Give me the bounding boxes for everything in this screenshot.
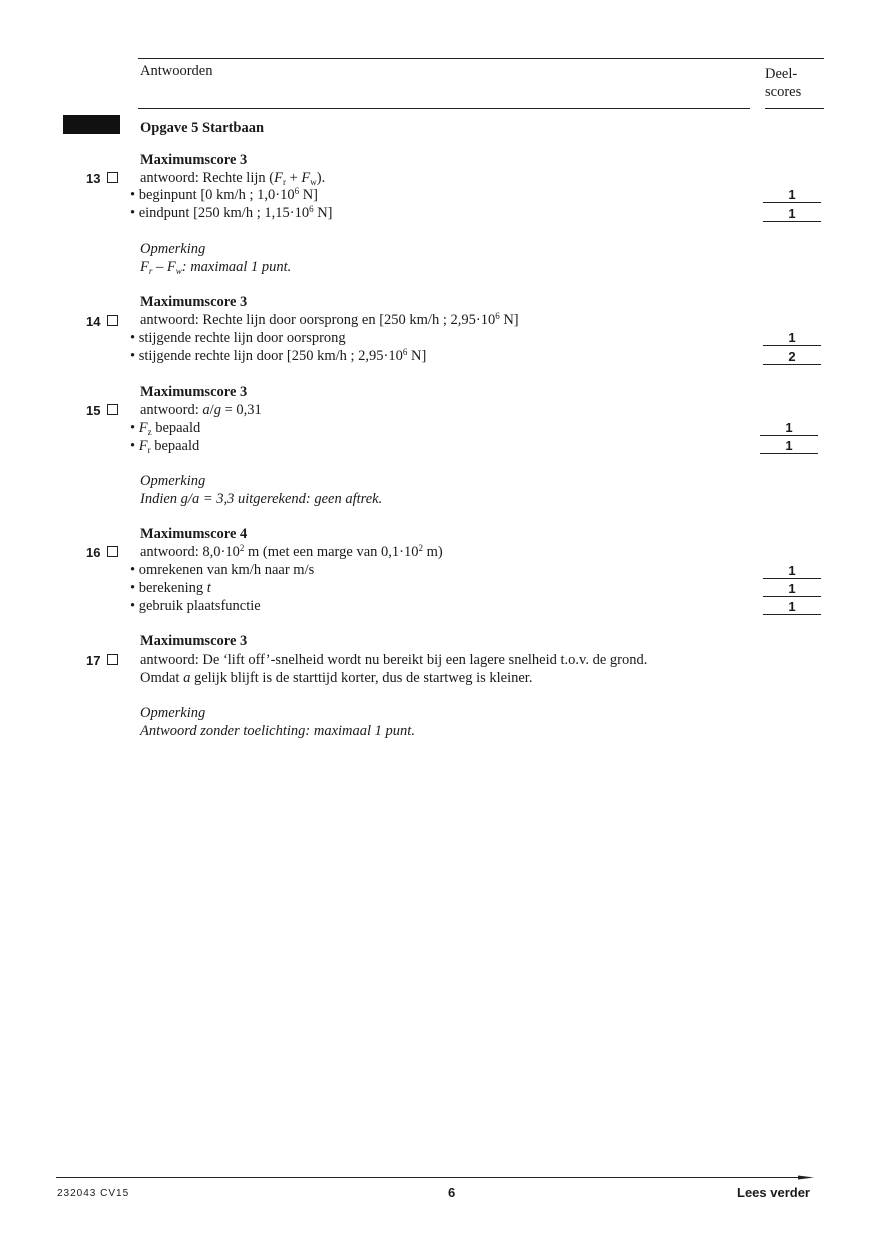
- q15-answer: antwoord: a/g = 0,31: [140, 402, 262, 418]
- q16-answer: antwoord: $8,0\cdot 10^2$ m (met een marge van $0,1\cdot 10^2$ m): [140, 543, 443, 560]
- q13-bullet-1: • beginpunt [0 km/h ; $1,0\cdot 10^6$ N]: [130, 186, 319, 203]
- section-marker-block: [63, 115, 120, 134]
- q15-remark-text: Indien g/a = 3,3 uitgerekend: geen aftrek.: [140, 491, 383, 507]
- q17-answer-line1: antwoord: De ‘lift off’-snelheid wordt nu bereikt bij een lagere snelheid t.o.v. de grond.: [140, 652, 648, 668]
- q17-remark-text: Antwoord zonder toelichting: maximaal 1 punt.: [140, 723, 415, 739]
- section-title: Opgave 5 Startbaan: [140, 120, 265, 136]
- q17-remark-title: Opmerking: [140, 705, 206, 721]
- q13-bullet-2: • eindpunt [250 km/h ; $1,15\cdot 10^6$ N]: [130, 204, 333, 221]
- q17-answer-line2: Omdat a gelijk blijft is de starttijd korter, dus de startweg is kleiner.: [140, 670, 533, 686]
- q16-score-1: 1: [763, 563, 821, 579]
- header-bottom-rule: [138, 108, 750, 109]
- q16-bullet-3: • gebruik plaatsfunctie: [130, 598, 261, 614]
- footer-rule: [56, 1177, 804, 1178]
- q17-number: 17: [86, 653, 118, 668]
- q15-score-1: 1: [760, 420, 818, 436]
- q14-answer: antwoord: Rechte lijn door oorsprong en [250 km/h ; $2,95\cdot 10^6$ N]: [140, 311, 519, 328]
- q14-number: 14: [86, 314, 118, 329]
- q13-score-1: 1: [763, 187, 821, 203]
- header-top-rule: [138, 58, 824, 59]
- deelscores-heading-line2: scores: [765, 84, 802, 100]
- page-number: 6: [448, 1185, 456, 1200]
- arrow-right-icon: [798, 1172, 814, 1183]
- deelscores-heading-line1: Deel-: [765, 66, 798, 82]
- q16-bullet-2: • berekening t: [130, 580, 211, 596]
- q16-score-2: 1: [763, 581, 821, 597]
- q13-number: 13: [86, 171, 118, 186]
- q15-number: 15: [86, 403, 118, 418]
- answers-heading: Antwoorden: [140, 63, 213, 79]
- checkbox-icon: [107, 546, 118, 557]
- q16-maxscore: Maximumscore 4: [140, 526, 248, 542]
- q15-bullet-1: • $F_z$ bepaald: [130, 420, 201, 437]
- q15-score-2: 1: [760, 438, 818, 454]
- deelscores-rule: [765, 108, 824, 109]
- q14-score-2: 2: [763, 349, 821, 365]
- q16-number: 16: [86, 545, 118, 560]
- checkbox-icon: [107, 172, 118, 183]
- q14-maxscore: Maximumscore 3: [140, 294, 248, 310]
- lees-verder-label: Lees verder: [737, 1185, 810, 1200]
- q14-bullet-1: • stijgende rechte lijn door oorsprong: [130, 330, 346, 346]
- q17-maxscore: Maximumscore 3: [140, 633, 248, 649]
- checkbox-icon: [107, 654, 118, 665]
- q13-maxscore: Maximumscore 3: [140, 152, 248, 168]
- checkbox-icon: [107, 404, 118, 415]
- q13-remark-text: $F_r - F_w$: maximaal 1 punt.: [140, 259, 292, 276]
- q15-remark-title: Opmerking: [140, 473, 206, 489]
- q13-answer: antwoord: Rechte lijn $(F_r + F_w)$.: [140, 170, 326, 187]
- q15-bullet-2: • $F_r$ bepaald: [130, 438, 200, 455]
- q13-remark-title: Opmerking: [140, 241, 206, 257]
- checkbox-icon: [107, 315, 118, 326]
- q16-score-3: 1: [763, 599, 821, 615]
- q14-bullet-2: • stijgende rechte lijn door [250 km/h ; $2,95\cdot 10^6$ N]: [130, 347, 427, 364]
- footer-code: 232043 CV15: [57, 1188, 130, 1199]
- q14-score-1: 1: [763, 330, 821, 346]
- q16-bullet-1: • omrekenen van km/h naar m/s: [130, 562, 315, 578]
- q13-score-2: 1: [763, 206, 821, 222]
- q15-maxscore: Maximumscore 3: [140, 384, 248, 400]
